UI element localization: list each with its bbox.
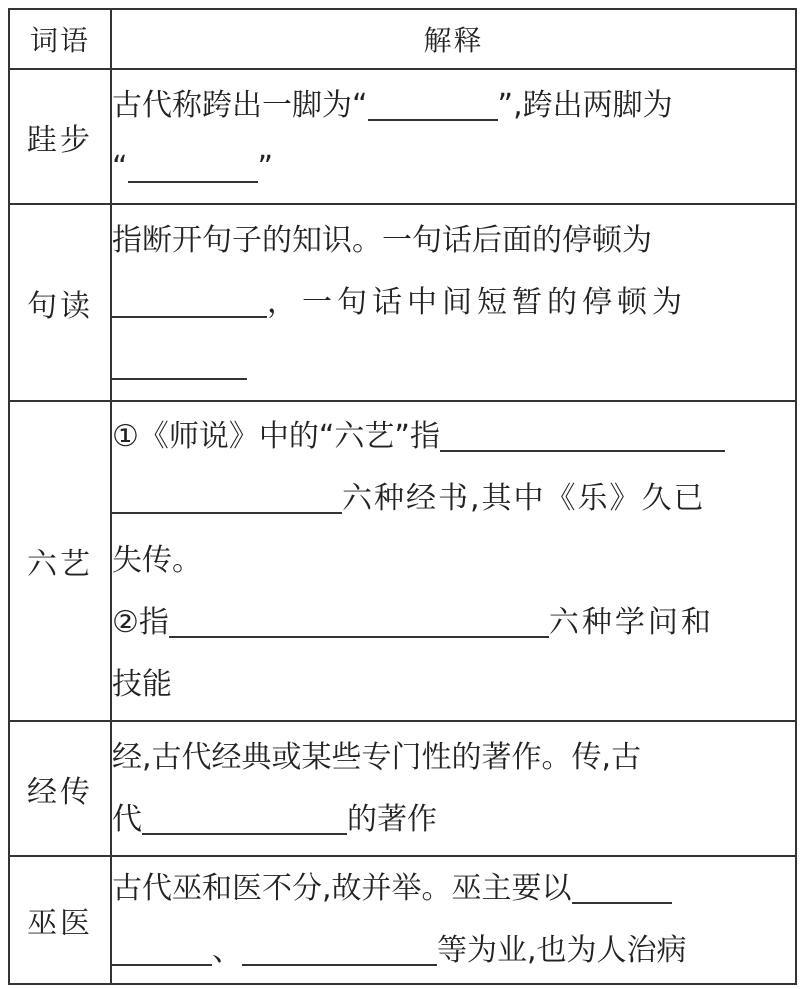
text: ，一句话中间短暂的停顿为 [267,284,687,320]
table-row [9,721,796,856]
term-cell: 跬步 [9,69,111,204]
explanation-line [112,468,795,530]
term-cell: 六艺 [9,401,111,721]
answer-blank[interactable] [142,799,347,835]
explanation-line [112,592,795,654]
answer-blank[interactable] [440,416,725,452]
answer-blank[interactable] [169,602,549,638]
text: 六种经书,其中《乐》久已 [342,481,706,516]
table-row [9,401,796,721]
text: 经,古代经典或某些专门性的著作。传,古 [112,739,642,775]
header-row [9,9,796,69]
text: ①《师说》中的“六艺”指 [112,419,440,454]
explanation-line [112,920,795,982]
table-row [9,204,796,401]
term-cell: 经传 [9,721,111,856]
text: ”,跨出两脚为 [497,87,673,123]
explanation-line [112,530,795,592]
table-row [9,69,796,204]
text: 古代巫和医不分,故并举。巫主要以 [112,871,572,906]
answer-blank[interactable] [242,930,437,966]
text: 指断开句子的知识。一句话后面的停顿为 [112,222,652,258]
text: 代 [112,801,142,837]
answer-blank[interactable] [128,147,258,183]
table-row [9,856,796,984]
explanation-line [112,334,795,396]
explanation-line [112,137,795,199]
answer-blank[interactable] [112,344,247,380]
header-term: 词语 [9,9,111,69]
explanation-line [112,789,795,851]
explanation-cell [111,204,796,401]
explanation-line [112,858,795,920]
text: ” [257,149,274,185]
answer-blank[interactable] [368,85,498,121]
text: 技能 [112,667,172,702]
explanation-line [112,654,795,716]
explanation-cell [111,69,796,204]
text: 古代称跨出一脚为“ [112,87,368,123]
answer-blank[interactable] [572,868,672,904]
explanation-cell [111,721,796,856]
explanation-line [112,406,795,468]
answer-blank[interactable] [112,478,342,514]
term-cell: 句读 [9,204,111,401]
text: 失传。 [112,543,202,578]
text: 等为业,也为人治病 [437,933,687,968]
header-explanation: 解释 [111,9,796,69]
term-cell: 巫医 [9,856,111,984]
explanation-line [112,727,795,789]
answer-blank[interactable] [112,282,267,318]
explanation-line [112,210,795,272]
explanation-line [112,75,795,137]
text: ②指 [112,605,169,640]
text: “ [112,149,128,185]
separator: 、 [212,933,242,968]
text: 的著作 [347,801,437,837]
explanation-line [112,272,795,334]
explanation-cell [111,856,796,984]
vocabulary-table [8,8,797,985]
text: 六种学问和 [548,605,714,640]
answer-blank[interactable] [112,930,212,966]
explanation-cell [111,401,796,721]
